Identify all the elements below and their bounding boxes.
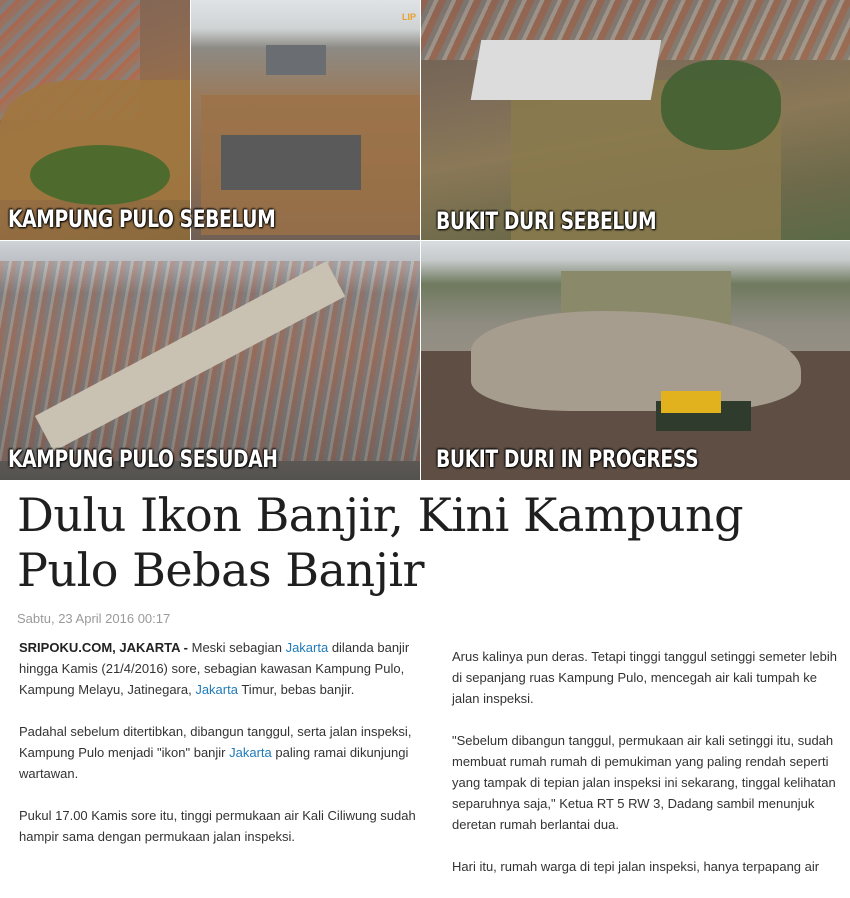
text: Meski sebagian xyxy=(188,640,286,655)
text: Timur, bebas banjir. xyxy=(237,682,355,697)
paragraph: Hari itu, rumah warga di tepi jalan inspeksi, hanya terpapang air xyxy=(452,859,820,874)
building xyxy=(266,45,326,75)
caption-bukit-duri-before: BUKIT DURI SEBELUM xyxy=(436,207,657,235)
article-title: Dulu Ikon Banjir, Kini Kampung Pulo Bebas Banjir xyxy=(17,488,744,597)
demolition-rubble xyxy=(471,311,801,411)
trees xyxy=(661,60,781,150)
text: dilanda banjir hingga Kamis (21/4/2016) sore, sebagian kawasan Kampung Pulo, Kampung Melayu, Jatinegara, xyxy=(19,640,410,697)
watermark-logo: LIP xyxy=(401,12,416,22)
paragraph xyxy=(19,637,429,700)
photo-kampung-pulo-before xyxy=(0,0,190,240)
tag-link-jakarta[interactable]: Jakarta xyxy=(195,682,238,697)
paragraph: "Sebelum dibangun tanggul, permukaan air kali setinggi itu, sudah membuat rumah rumah di pemukiman yang paling rendah seperti yang tampak di tepian jalan inspeksi ini sekarang, tinggal kelihatan separuhnya saja," Ketua RT 5 RW 3, Dadang sambil menunjuk deretan rumah berlantai dua. xyxy=(452,733,836,832)
caption-bukit-duri-in-progress: BUKIT DURI IN PROGRESS xyxy=(436,445,699,473)
article-column-right xyxy=(452,646,837,898)
warehouse-roof xyxy=(471,40,662,100)
paragraph: Pukul 17.00 Kamis sore itu, tinggi permukaan air Kali Ciliwung sudah hampir sama dengan permukaan jalan inspeksi. xyxy=(19,808,416,844)
tag-link-jakarta[interactable]: Jakarta xyxy=(285,640,329,655)
photo-bukit-duri-before xyxy=(421,0,850,240)
trees xyxy=(30,145,170,205)
paragraph: Arus kalinya pun deras. Tetapi tinggi tanggul setinggi semeter lebih di sepanjang ruas Kampung Pulo, mencegah air kali tumpah ke jalan inspeksi. xyxy=(452,649,837,706)
tag-link-jakarta[interactable]: Jakarta xyxy=(229,745,272,760)
dateline: SRIPOKU.COM, JAKARTA - xyxy=(19,640,188,655)
building xyxy=(221,135,361,190)
caption-kampung-pulo-before: KAMPUNG PULO SEBELUM xyxy=(8,205,276,233)
photo-flooded-street xyxy=(191,0,420,240)
text: paling ramai dikunjungi wartawan. xyxy=(19,745,409,781)
article-column-left xyxy=(19,637,429,868)
text: Padahal sebelum ditertibkan, dibangun tanggul, serta jalan inspeksi, Kampung Pulo menjadi "ikon" banjir xyxy=(19,724,412,760)
paragraph xyxy=(19,721,429,784)
excavator xyxy=(661,391,721,413)
caption-kampung-pulo-after: KAMPUNG PULO SESUDAH xyxy=(8,445,278,473)
article-date: Sabtu, 23 April 2016 00:17 xyxy=(17,611,171,626)
